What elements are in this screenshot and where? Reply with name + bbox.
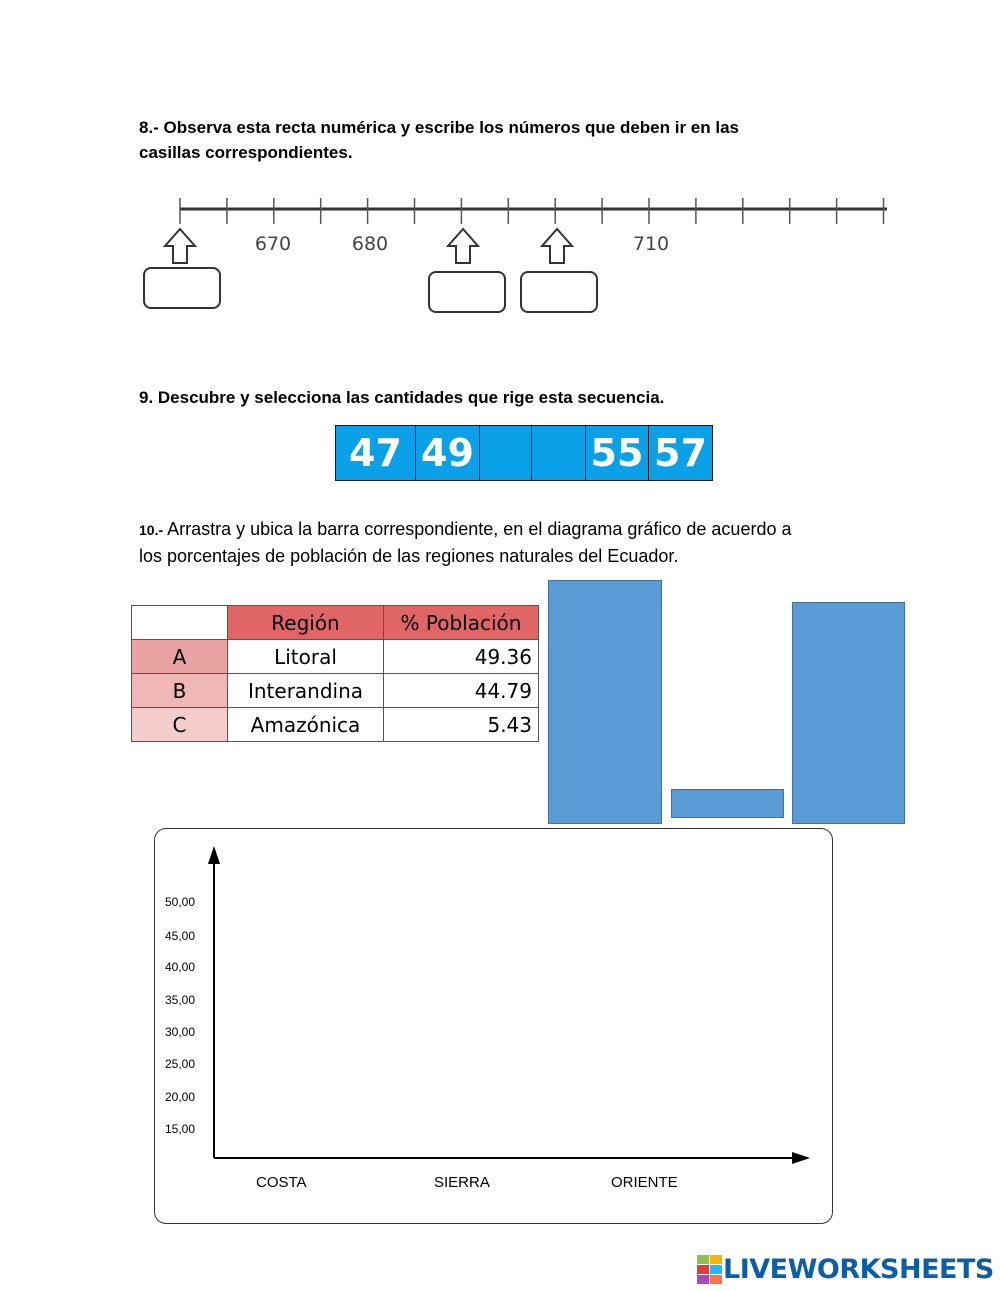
y-tick-label: 20,00 xyxy=(165,1090,196,1104)
answer-box-3[interactable] xyxy=(520,271,598,313)
row-letter: C xyxy=(132,708,228,742)
up-arrow-icon xyxy=(542,229,572,263)
row-value: 44.79 xyxy=(384,674,539,708)
question-8-title: 8.- Observa esta recta numérica y escribe los números que deben ir en las casillas correspondientes. xyxy=(139,118,739,162)
draggable-bar-amazonica[interactable] xyxy=(671,789,784,818)
up-arrow-icon xyxy=(165,229,195,263)
sequence-blank-cell[interactable] xyxy=(532,426,586,480)
x-category-label: SIERRA xyxy=(434,1174,490,1191)
table-row xyxy=(132,640,539,674)
table-row xyxy=(132,674,539,708)
answer-box-1[interactable] xyxy=(143,267,221,309)
y-tick-label: 30,00 xyxy=(165,1025,196,1039)
number-line-label: 670 xyxy=(254,233,292,255)
row-letter: B xyxy=(132,674,228,708)
draggable-bar-interandina[interactable] xyxy=(792,602,905,824)
sequence-blank-cell[interactable] xyxy=(480,426,532,480)
table-header-cell xyxy=(132,606,228,640)
draggable-bar-litoral[interactable] xyxy=(548,580,662,824)
logo-text: LIVEWORKSHEETS xyxy=(723,1254,994,1285)
y-tick-label: 40,00 xyxy=(165,960,196,974)
number-line-label: 680 xyxy=(351,233,389,255)
sequence-cell: 49 xyxy=(416,426,480,480)
up-arrow-icon xyxy=(448,229,478,263)
table-row xyxy=(132,708,539,742)
sequence-cell: 47 xyxy=(336,426,416,480)
row-value: 49.36 xyxy=(384,640,539,674)
y-tick-label: 50,00 xyxy=(165,895,196,909)
liveworksheets-logo xyxy=(697,1254,994,1285)
y-tick-label: 25,00 xyxy=(165,1057,196,1071)
liveworksheets-logo-icon xyxy=(697,1255,723,1285)
sequence-row xyxy=(335,425,713,481)
row-region: Interandina xyxy=(228,674,384,708)
question-9-title: 9. Descubre y selecciona las cantidades que rige esta secuencia. xyxy=(139,388,665,407)
y-axis-arrow-icon xyxy=(208,846,220,864)
table-header-cell: % Población xyxy=(384,606,539,640)
table-header-cell: Región xyxy=(228,606,384,640)
population-table xyxy=(131,605,539,742)
x-category-label: ORIENTE xyxy=(611,1174,678,1191)
row-region: Litoral xyxy=(228,640,384,674)
y-tick-label: 15,00 xyxy=(165,1122,196,1136)
table-header-row xyxy=(132,606,539,640)
x-axis-arrow-icon xyxy=(792,1152,810,1164)
number-line-ticks xyxy=(180,198,884,224)
sequence-cell: 57 xyxy=(649,426,712,480)
graph-axes xyxy=(200,840,820,1180)
question-10-instructions: 10.- Arrastra y ubica la barra correspondiente, en el diagrama gráfico de acuerdo a los porcentajes de población de las regiones naturales del Ecuador. xyxy=(139,519,792,566)
row-letter: A xyxy=(132,640,228,674)
question-10-number: 10.- xyxy=(139,522,164,538)
sequence-cell: 55 xyxy=(586,426,649,480)
x-category-label: COSTA xyxy=(256,1174,307,1191)
row-value: 5.43 xyxy=(384,708,539,742)
y-tick-label: 45,00 xyxy=(165,929,196,943)
answer-box-2[interactable] xyxy=(428,271,506,313)
number-line-label: 710 xyxy=(632,233,670,255)
row-region: Amazónica xyxy=(228,708,384,742)
y-tick-label: 35,00 xyxy=(165,993,196,1007)
